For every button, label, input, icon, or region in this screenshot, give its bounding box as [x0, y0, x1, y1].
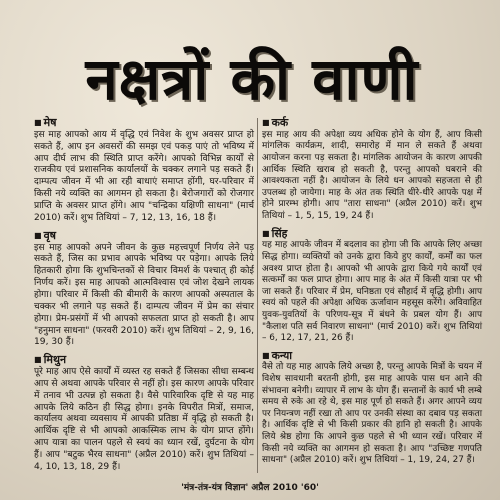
- sign-heading: ■ मिथुन: [34, 353, 67, 367]
- bullet-icon: ■: [262, 228, 270, 238]
- sign-text: पूरे माह आप ऐसे कार्यों में व्यस्त रह सकते हैं जिसका सीधा सम्बन्ध आप से अथवा आपके परिवार से नहीं हो। इस कारण आपके परिवार में तनाव भी उत्पन्न हो सकता है। वैसे पारिवारिक दृष्टि से यह माह आपके लिये कठिन ही सिद्ध होगा। इनके विपरीत मित्रों, समाज, कार्यालय अथवा व्यवसाय में आपकी प्रतिष्ठा में वृद्धि हो सकती है। आर्थिक दृष्टि से भी आपको आकस्मिक लाभ के योग प्राप्त होंगे। आप यात्रा का पालन पहले से स्वयं का ध्यान रखें, दुर्घटना के योग हैं। आप "बटुक भैरव साधना" (अप्रैल 2010) करें। शुभ तिथियां – 4, 10, 13, 18, 29 हैं।: [34, 367, 254, 472]
- page-footer: 'मंत्र-तंत्र-यंत्र विज्ञान' अप्रैल 2010 '60': [181, 483, 319, 493]
- sign-text: इस माह आपको आय में वृद्धि एवं निवेश के शुभ अवसर प्राप्त हो सकते हैं, आप इन अवसरों की समझ एवं पकड़ पाएं तो भविष्य में आप दीर्घ लाभ की स्थिति प्राप्त करेंगे। आपको विभिन्न कार्यों से राजकीय एवं प्रशासनिक कार्यालयों के चक्कर लगाने पड़ सकते हैं। दाम्पत्य जीवन में भी आ रही बाधाएं समाप्त होंगी, घर-परिवार में किसी नये व्यक्ति का आगमन हो सकता है। बेरोजगारों को रोजगार प्राप्ति के अवसर प्राप्त होंगे। आप "चन्द्रिका यक्षिणी साधना" (मार्च 2010) करें। शुभ तिथियां – 7, 12, 13, 16, 18 हैं।: [34, 129, 254, 223]
- bullet-icon: ■: [34, 118, 42, 128]
- sign-text: इस माह आय की अपेक्षा व्यय अधिक होने के योग हैं, आप किसी मांगलिक कार्यक्रम, शादी, समारोह में मान ले सकते हैं अथवा आयोजन करना पड़ सकता है। मांगलिक आयोजन के कारण आपकी आर्थिक स्थिति खराब हो सकती है, परन्तु आपको घबराने की आवश्यकता नहीं है। आयोजन के लिये धन आपको सहजता से ही उपलब्ध हो जायेगा। माह के अंत तक स्थिति धीरे-धीरे आपके पक्ष में होने प्रारम्भ होगी। आप "तारा साधना" (अप्रैल 2010) करें। शुभ तिथियां – 1, 5, 15, 19, 24 हैं।: [262, 129, 482, 221]
- sign-heading: ■ मेष: [34, 116, 57, 129]
- right-column: [262, 112, 482, 467]
- horoscope-section: [262, 227, 482, 345]
- sign-heading: ■ वृष: [34, 228, 57, 242]
- sign-heading: ■ कर्क: [262, 116, 289, 129]
- bullet-icon: ■: [34, 355, 42, 365]
- title-banner: [40, 34, 464, 124]
- bullet-icon: ■: [262, 118, 270, 128]
- left-column: [34, 112, 254, 474]
- column-divider: [257, 118, 258, 473]
- horoscope-section: [262, 349, 482, 467]
- sign-heading: ■ कन्या: [262, 348, 293, 362]
- horoscope-section: [34, 116, 254, 225]
- sign-text: यह माह आपके जीवन में बदलाव का होगा जी कि आपके लिए अच्छा सिद्ध होगा। व्यक्तियों को उनके द्वारा किये हुए कार्यों, कर्मों का फल अवश्य प्राप्त होता है। आपको भी आपके द्वारा किये गये कार्यों एवं सत्कर्मों का फल प्राप्त होगा। आप माह के अंत में किसी यात्रा पर भी जा सकते हैं। परिवार में प्रेम, घनिष्ठता एवं सौहार्द में वृद्धि होगी। आप स्वयं को पहले की अपेक्षा अधिक ऊर्जावान महसूस करेंगे। अविवाहित युवक-युवतियों के परिणय-सूत्र में बंधने के प्रबल योग हैं। आप "कैलाश पति सर्व निवारण साधना" (मार्च 2010) करें। शुभ तिथियां – 6, 12, 17, 21, 26 हैं।: [262, 240, 482, 344]
- bullet-icon: ■: [34, 230, 42, 240]
- horoscope-section: [34, 353, 254, 474]
- page-title: नक्षत्रों की वाणी: [85, 45, 419, 113]
- sign-text: इस माह आपको अपने जीवन के कुछ महत्त्वपूर्ण निर्णय लेने पड़ सकते हैं, जिस का प्रभाव आपके भविष्य पर पड़ेगा। आपके लिये हितकारी होगा कि शुभचिन्तकों से विचार विमर्श के पश्चात् ही कोई निर्णय करें। इस माह आपको आत्मविश्वास एवं जोश देखने लायक होगा। परिवार में किसी की बीमारी के कारण आपको अस्पताल के चक्कर भी लगाने पड़ सकते हैं। दाम्पत्य जीवन में प्रेम का संचार होगा। प्रेम-प्रसंगों में भी आपको सफलता प्राप्त हो सकती है। आप "हनुमान साधना" (फरवरी 2010) करें। शुभ तिथियां – 2, 9, 16, 19, 30 हैं।: [34, 242, 255, 348]
- bullet-icon: ■: [262, 350, 270, 360]
- horoscope-section: [34, 229, 254, 350]
- sign-text: वैसे तो यह माह आपके लिये अच्छा है, परन्तु आपके मित्रों के चयन में विशेष सावधानी बरतनी होगी, इस माह आपके पास धन आने की संभावना बनेगी। व्यापार में लाभ के योग हैं। सन्तानों के कार्य भी लम्बे समय से रुके आ रहे थे, इस माह पूर्ण हो सकते हैं। अगर आपने व्यय पर नियन्त्रण नहीं रखा तो आप पर उनकी संस्था का दबाव पड़ सकता है। आर्थिक दृष्टि से भी किसी प्रकार की हानि हो सकती है। आपके लिये श्रेष्ठ होगा कि आपने कुछ पहले से भी ध्यान रखें। परिवार में किसी नये व्यक्ति का आगमन हो सकता है। आप "उच्छिष्ट गणपति साधना" (अप्रैल 2010) करें। शुभ तिथियां – 1, 19, 24, 27 हैं।: [262, 362, 482, 466]
- sign-heading: ■ सिंह: [262, 226, 288, 240]
- horoscope-section: [262, 116, 482, 223]
